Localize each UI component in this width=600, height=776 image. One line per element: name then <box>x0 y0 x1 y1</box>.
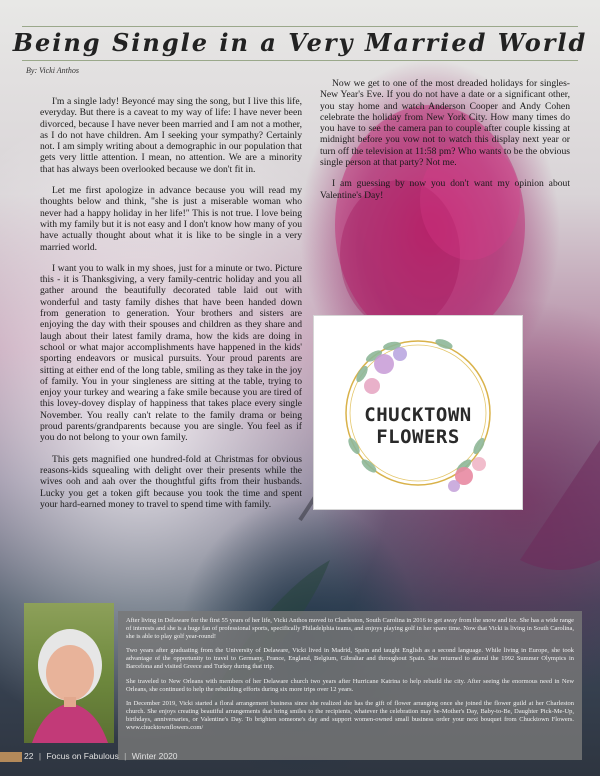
flower-bloom <box>472 457 486 471</box>
footer-separator: | <box>38 751 42 761</box>
ad-brand-line1: CHUCKTOWN <box>364 404 472 426</box>
chucktown-flowers-ad[interactable] <box>313 315 523 510</box>
issue-name: Winter 2020 <box>131 751 178 761</box>
footer-separator: | <box>124 751 127 761</box>
article-paragraph: This gets magnified one hundred-fold at Christmas for obvious reasons-kids squealing with delight over their presents while the wives ooh and aah over the thoughtful gifts from their husbands. Lucky you get a token gift because you took the time and spent your hard-earned money to travel to spend time with family. <box>40 453 302 510</box>
article-paragraph: I am guessing by now you don't want my opinion about Valentine's Day! <box>320 178 570 201</box>
bio-paragraph: She traveled to New Orleans with members of her Delaware church two years after Hurricane Katrina to help rebuild the city. After seeing the enormous need in New Orleans, she continued to help the rebuilding efforts during six more trips over 12 years. <box>126 677 574 693</box>
article-paragraph: I'm a single lady! Beyoncé may sing the song, but I live this life, everyday. But there is a caveat to my way of life: I have never been divorced, because I have never been married and I am not a mother, as I do not have children. Am I seeking your sympathy? Certainly not. I am simply writing about a demographic in our population that gets very little attention. I mean, no attention. We are a minority that has always been overlooked because we don't fit in. <box>40 96 302 175</box>
flower-bloom <box>374 354 394 374</box>
article-column-right <box>320 78 570 211</box>
flower-bloom <box>364 378 380 394</box>
title-bottom-rule <box>22 60 578 61</box>
bio-paragraph: After living in Delaware for the first 55 years of her life, Vicki Anthos moved to Charleston, South Carolina in 2016 to get away from the snow and ice. She has a wide range of interests and she is a huge fan of professional sports, specifically Philadelphia teams, and enjoys playing golf in her spare time. Now that Vicki is living in South Carolina, she is able to play golf year-round! <box>126 617 574 640</box>
author-portrait-image <box>24 603 114 743</box>
bio-paragraph: Two years after graduating from the University of Delaware, Vicki lived in Madrid, Spain and taught English as a second language. While living in Europe, she took advantage of the opportunity to travel to Germany, France, England, Belgium, Gibraltar and throughout Spain. She returned to attend the 1992 Summer Olympics in Barcelona and visited Greece and Turkey during that trip. <box>126 647 574 670</box>
ad-brand-line2: FLOWERS <box>376 426 460 448</box>
flower-bloom <box>448 480 460 492</box>
article-title: Being Single in a Very Married World <box>12 28 588 57</box>
article-byline: By: Vicki Anthos <box>26 66 80 75</box>
bio-paragraph: In December 2019, Vicki started a floral arrangement business since she realized she has the gift of flower arranging once she joined the flower guild at her Charleston church. She enjoys creating beautiful arrangements that bring smiles to the recipients, whatever the celebration may be-Mother's Day, Baby-to-Be, Daughter Pick-Me-Up, birthdays, anniversaries, or Valentine's Day. To brighten someone's day and support women-owned small business order your next bouquet from Chucktown Flowers. www.chucktownflowers.com/ <box>126 700 574 731</box>
article-column-left <box>40 96 302 520</box>
page-footer <box>24 751 181 761</box>
magazine-name: Focus on Fabulous <box>46 751 119 761</box>
footer-accent-bar <box>0 752 22 762</box>
rose-leaf <box>520 440 600 570</box>
page-number: 22 <box>24 751 34 761</box>
article-paragraph: Let me first apologize in advance because you will read my thoughts below and think, "she is just a miserable woman who never had a happy holiday in her life!" This is not true. I love being with my family but it is not easy and I don't know how many of you have actually thought about what it is like to be single in a very married world. <box>40 185 302 253</box>
flower-bloom <box>393 347 407 361</box>
article-paragraph: Now we get to one of the most dreaded holidays for singles- New Year's Eve. If you do not have a date or a significant other, you stay home and watch Anderson Cooper and Andy Cohen celebrate the holiday from New York City. How many times do you have to see the camera pan to couple after couple kissing at midnight before you vow not to watch this display next year or turn off the television at 11:58 pm? Who wants to be the obvious single person at that party? Not me. <box>320 78 570 169</box>
title-top-rule <box>22 26 578 27</box>
author-photo <box>24 603 114 743</box>
article-paragraph: I want you to walk in my shoes, just for a minute or two. Picture this - it is Thanksgiving, a very family-centric holiday and you all gather around the beautifully decorated table laid out with wonderful and tasty family dishes that have been handed down from generation to generation. Your brothers and sisters are enjoying the day with their spouses and children as they share and laugh about their latest family drama, how the kids are doing in school or what major accomplishments have happened in the kids' sporting endeavors or musical pursuits. Your proud parents are sitting at either end of the long table, smiling as they take in the joy of family. You in your singleness are sitting at the table, trying to enjoy your turkey and wearing a fake smile because you are tired of this lovey-dovey display of happiness that takes place every single November. You really can't relate to the family drama or being proud parents/grandparents because you are single. You feel as if you do not belong to your own family. <box>40 262 302 444</box>
author-bio-panel <box>118 611 582 760</box>
